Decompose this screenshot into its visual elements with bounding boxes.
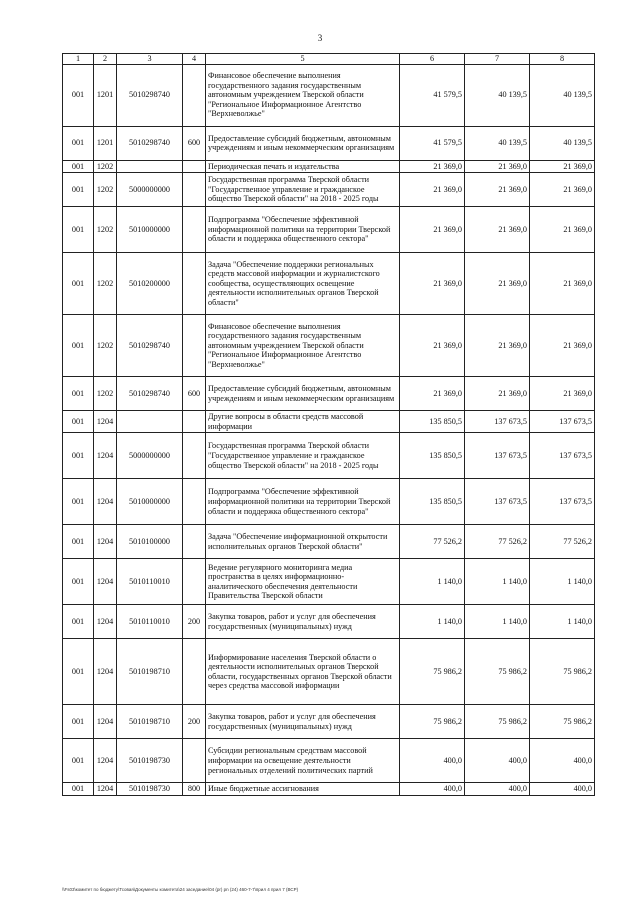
org-code-cell: 001 [63, 433, 94, 479]
description-cell: Другие вопросы в области средств массовой информации [206, 411, 400, 433]
section-code-cell: 1204 [94, 705, 117, 739]
target-article-cell: 5010198710 [117, 639, 183, 705]
section-code-cell: 1204 [94, 639, 117, 705]
section-code-cell: 1204 [94, 783, 117, 796]
amount-year3-cell: 400,0 [530, 739, 595, 783]
target-article-cell: 5010110010 [117, 559, 183, 605]
table-row [63, 639, 595, 705]
page-number: 3 [317, 33, 323, 43]
table-row [63, 411, 595, 433]
table-row [63, 64, 595, 126]
target-article-cell [117, 411, 183, 433]
amount-year1-cell: 21 369,0 [400, 253, 465, 315]
header-cell: 4 [183, 54, 206, 65]
table-row [63, 315, 595, 377]
amount-year2-cell: 21 369,0 [465, 315, 530, 377]
target-article-cell: 5010198710 [117, 705, 183, 739]
amount-year2-cell: 75 986,2 [465, 705, 530, 739]
amount-year3-cell: 137 673,5 [530, 479, 595, 525]
amount-year1-cell: 41 579,5 [400, 126, 465, 160]
target-article-cell: 5010298740 [117, 315, 183, 377]
table-row [63, 525, 595, 559]
section-code-cell: 1202 [94, 207, 117, 253]
amount-year3-cell: 21 369,0 [530, 253, 595, 315]
expense-type-cell [183, 160, 206, 173]
header-cell: 1 [63, 54, 94, 65]
header-cell: 6 [400, 54, 465, 65]
amount-year3-cell: 137 673,5 [530, 411, 595, 433]
target-article-cell: 5010298740 [117, 126, 183, 160]
target-article-cell: 5010198730 [117, 783, 183, 796]
table-row [63, 783, 595, 796]
description-cell: Финансовое обеспечение выполнения государственного задания государственным автономным учреждением Тверской области "Региональное Информационное Агентство "Верхневолжье" [206, 64, 400, 126]
description-cell: Государственная программа Тверской области "Государственное управление и гражданское общество Тверской области" на 2018 - 2025 годы [206, 173, 400, 207]
header-cell: 8 [530, 54, 595, 65]
table-row [63, 739, 595, 783]
section-code-cell: 1202 [94, 377, 117, 411]
amount-year1-cell: 400,0 [400, 783, 465, 796]
amount-year1-cell: 41 579,5 [400, 64, 465, 126]
section-code-cell: 1204 [94, 433, 117, 479]
section-code-cell: 1204 [94, 739, 117, 783]
file-path-footer: \\Fs03\комитет по бюджету\Тсовая\Документы комитета\24 заседание\04 (pr) pn (24) 460-7-7\прил 4 прил 7 (ВСР) [62, 887, 299, 892]
org-code-cell: 001 [63, 705, 94, 739]
expense-type-cell [183, 207, 206, 253]
table-row [63, 253, 595, 315]
section-code-cell: 1204 [94, 525, 117, 559]
target-article-cell [117, 160, 183, 173]
amount-year1-cell: 1 140,0 [400, 605, 465, 639]
expense-type-cell [183, 173, 206, 207]
amount-year2-cell: 21 369,0 [465, 173, 530, 207]
expense-type-cell: 800 [183, 783, 206, 796]
org-code-cell: 001 [63, 64, 94, 126]
amount-year1-cell: 75 986,2 [400, 705, 465, 739]
org-code-cell: 001 [63, 559, 94, 605]
description-cell: Ведение регулярного мониторинга медиа пространства в целях информационно-аналитического обеспечения деятельности Правительства Тверской области [206, 559, 400, 605]
section-code-cell: 1204 [94, 559, 117, 605]
target-article-cell: 5000000000 [117, 173, 183, 207]
amount-year3-cell: 21 369,0 [530, 173, 595, 207]
target-article-cell: 5010198730 [117, 739, 183, 783]
amount-year2-cell: 400,0 [465, 783, 530, 796]
section-code-cell: 1204 [94, 411, 117, 433]
org-code-cell: 001 [63, 639, 94, 705]
org-code-cell: 001 [63, 126, 94, 160]
expense-type-cell [183, 739, 206, 783]
header-cell: 5 [206, 54, 400, 65]
expense-type-cell: 200 [183, 705, 206, 739]
description-cell: Закупка товаров, работ и услуг для обеспечения государственных (муниципальных) нужд [206, 705, 400, 739]
expense-type-cell: 600 [183, 377, 206, 411]
expense-type-cell [183, 253, 206, 315]
amount-year2-cell: 137 673,5 [465, 411, 530, 433]
amount-year3-cell: 75 986,2 [530, 705, 595, 739]
description-cell: Подпрограмма "Обеспечение эффективной информационной политики на территории Тверской области и поддержка общественного сектора" [206, 479, 400, 525]
amount-year3-cell: 21 369,0 [530, 377, 595, 411]
target-article-cell: 5010200000 [117, 253, 183, 315]
org-code-cell: 001 [63, 377, 94, 411]
org-code-cell: 001 [63, 783, 94, 796]
target-article-cell: 5010298740 [117, 64, 183, 126]
amount-year1-cell: 135 850,5 [400, 433, 465, 479]
target-article-cell: 5010100000 [117, 525, 183, 559]
org-code-cell: 001 [63, 605, 94, 639]
expense-type-cell [183, 64, 206, 126]
table-row [63, 705, 595, 739]
amount-year2-cell: 1 140,0 [465, 605, 530, 639]
header-row [63, 54, 595, 65]
header-cell: 3 [117, 54, 183, 65]
amount-year1-cell: 1 140,0 [400, 559, 465, 605]
expense-type-cell: 600 [183, 126, 206, 160]
amount-year1-cell: 21 369,0 [400, 160, 465, 173]
amount-year1-cell: 21 369,0 [400, 377, 465, 411]
amount-year2-cell: 21 369,0 [465, 160, 530, 173]
org-code-cell: 001 [63, 411, 94, 433]
table-row [63, 605, 595, 639]
amount-year1-cell: 77 526,2 [400, 525, 465, 559]
description-cell: Государственная программа Тверской области "Государственное управление и гражданское общество Тверской области" на 2018 - 2025 годы [206, 433, 400, 479]
org-code-cell: 001 [63, 739, 94, 783]
amount-year3-cell: 21 369,0 [530, 207, 595, 253]
table-row [63, 479, 595, 525]
amount-year2-cell: 77 526,2 [465, 525, 530, 559]
description-cell: Информирование населения Тверской области о деятельности исполнительных органов Тверской области, государственных органов Тверской области через средства массовой информации [206, 639, 400, 705]
expense-type-cell: 200 [183, 605, 206, 639]
description-cell: Финансовое обеспечение выполнения государственного задания государственным автономным учреждением Тверской области "Региональное Информационное Агентство "Верхневолжье" [206, 315, 400, 377]
section-code-cell: 1201 [94, 126, 117, 160]
amount-year3-cell: 21 369,0 [530, 160, 595, 173]
amount-year2-cell: 21 369,0 [465, 253, 530, 315]
org-code-cell: 001 [63, 525, 94, 559]
target-article-cell: 5010000000 [117, 207, 183, 253]
amount-year1-cell: 400,0 [400, 739, 465, 783]
target-article-cell: 5010110010 [117, 605, 183, 639]
header-cell: 7 [465, 54, 530, 65]
description-cell: Субсидии региональным средствам массовой информации на освещение деятельности региональных отделений политических партий [206, 739, 400, 783]
table-row [63, 559, 595, 605]
amount-year2-cell: 40 139,5 [465, 126, 530, 160]
target-article-cell: 5010298740 [117, 377, 183, 411]
amount-year2-cell: 137 673,5 [465, 479, 530, 525]
budget-table [62, 53, 595, 796]
header-cell: 2 [94, 54, 117, 65]
amount-year2-cell: 40 139,5 [465, 64, 530, 126]
amount-year1-cell: 21 369,0 [400, 173, 465, 207]
section-code-cell: 1201 [94, 64, 117, 126]
description-cell: Закупка товаров, работ и услуг для обеспечения государственных (муниципальных) нужд [206, 605, 400, 639]
org-code-cell: 001 [63, 253, 94, 315]
section-code-cell: 1202 [94, 173, 117, 207]
expense-type-cell [183, 433, 206, 479]
section-code-cell: 1204 [94, 605, 117, 639]
table-row [63, 173, 595, 207]
table-row [63, 433, 595, 479]
target-article-cell: 5010000000 [117, 479, 183, 525]
amount-year2-cell: 400,0 [465, 739, 530, 783]
table-row [63, 377, 595, 411]
section-code-cell: 1204 [94, 479, 117, 525]
section-code-cell: 1202 [94, 315, 117, 377]
amount-year3-cell: 137 673,5 [530, 433, 595, 479]
section-code-cell: 1202 [94, 160, 117, 173]
table-row [63, 207, 595, 253]
amount-year1-cell: 75 986,2 [400, 639, 465, 705]
table-row [63, 126, 595, 160]
amount-year1-cell: 135 850,5 [400, 411, 465, 433]
amount-year2-cell: 1 140,0 [465, 559, 530, 605]
amount-year3-cell: 77 526,2 [530, 525, 595, 559]
amount-year3-cell: 40 139,5 [530, 126, 595, 160]
expense-type-cell [183, 411, 206, 433]
amount-year3-cell: 1 140,0 [530, 559, 595, 605]
description-cell: Предоставление субсидий бюджетным, автономным учреждениям и иным некоммерческим организациям [206, 126, 400, 160]
amount-year2-cell: 137 673,5 [465, 433, 530, 479]
target-article-cell: 5000000000 [117, 433, 183, 479]
org-code-cell: 001 [63, 315, 94, 377]
description-cell: Иные бюджетные ассигнования [206, 783, 400, 796]
expense-type-cell [183, 315, 206, 377]
org-code-cell: 001 [63, 173, 94, 207]
amount-year1-cell: 135 850,5 [400, 479, 465, 525]
amount-year3-cell: 75 986,2 [530, 639, 595, 705]
org-code-cell: 001 [63, 160, 94, 173]
table-row [63, 160, 595, 173]
description-cell: Предоставление субсидий бюджетным, автономным учреждениям и иным некоммерческим организациям [206, 377, 400, 411]
section-code-cell: 1202 [94, 253, 117, 315]
description-cell: Периодическая печать и издательства [206, 160, 400, 173]
amount-year3-cell: 400,0 [530, 783, 595, 796]
description-cell: Задача "Обеспечение информационной открытости исполнительных органов Тверской области" [206, 525, 400, 559]
description-cell: Задача "Обеспечение поддержки региональных средств массовой информации и журналистского сообщества, осуществляющих освещение деятельности исполнительных органов Тверской области" [206, 253, 400, 315]
amount-year3-cell: 1 140,0 [530, 605, 595, 639]
expense-type-cell [183, 525, 206, 559]
expense-type-cell [183, 559, 206, 605]
expense-type-cell [183, 639, 206, 705]
description-cell: Подпрограмма "Обеспечение эффективной информационной политики на территории Тверской области и поддержка общественного сектора" [206, 207, 400, 253]
expense-type-cell [183, 479, 206, 525]
org-code-cell: 001 [63, 207, 94, 253]
amount-year2-cell: 21 369,0 [465, 207, 530, 253]
amount-year1-cell: 21 369,0 [400, 315, 465, 377]
amount-year1-cell: 21 369,0 [400, 207, 465, 253]
amount-year3-cell: 40 139,5 [530, 64, 595, 126]
amount-year2-cell: 75 986,2 [465, 639, 530, 705]
org-code-cell: 001 [63, 479, 94, 525]
amount-year2-cell: 21 369,0 [465, 377, 530, 411]
amount-year3-cell: 21 369,0 [530, 315, 595, 377]
